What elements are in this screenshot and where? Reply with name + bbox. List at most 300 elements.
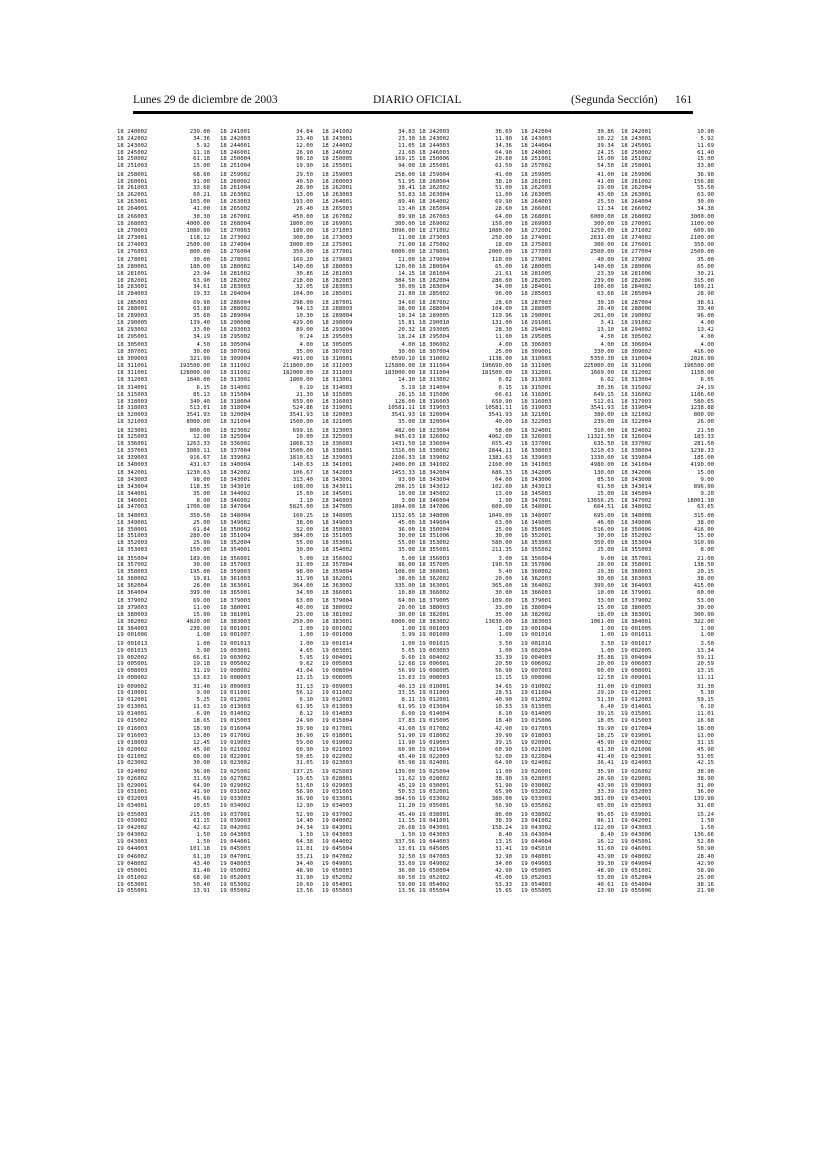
row-value: 3.50 [700,640,714,647]
row-value: 34.34 [296,825,313,832]
row-value: 40.13 [398,683,415,690]
table-row [419,441,516,448]
table-row [521,562,618,569]
table-row [117,491,214,498]
row-code: 18 380004 [521,605,552,612]
row-value: 34.36 [495,142,512,149]
table-row [521,412,618,419]
row-code: 19 014002 [220,710,251,717]
row-code: 18 343001 [322,477,353,484]
row-value: 125800.00 [384,362,415,369]
row-code: 18 270003 [220,228,251,234]
row-value: 4.00 [700,342,714,349]
row-value: 10.53 [495,704,512,711]
row-value: 20.00 [597,562,614,569]
table-row [419,179,516,186]
row-value: 15.00 [697,533,714,540]
row-value: 4.00 [299,342,313,349]
row-code: 19 019001 [621,733,652,740]
row-value: 1.90 [498,497,512,504]
row-code: 18 326004 [621,434,652,441]
table-row [117,533,214,540]
row-code: 19 055005 [521,888,552,895]
row-value: 39.40 [697,306,714,313]
row-code: 18 309001 [521,349,552,356]
row-code: 18 314004 [419,384,450,391]
table-row [521,257,618,264]
row-code: 19 001006 [117,632,148,639]
table-row [621,136,718,143]
table-row [117,547,214,554]
row-code: 18 341004 [621,461,652,468]
row-code: 19 013004 [419,704,450,711]
table-row [322,185,419,192]
row-code: 18 289005 [419,313,450,320]
row-code: 19 010001 [419,683,450,690]
row-value: 6.02 [498,376,512,383]
row-code: 18 269002 [419,221,450,228]
table-row [419,405,516,412]
table-row [621,776,718,783]
row-value: 45.90 [697,746,714,753]
row-code: 18 336003 [322,441,353,448]
table-row [621,163,718,170]
table-row [220,441,317,448]
row-code: 18 281004 [419,270,450,277]
table-row [621,626,718,633]
row-value: 23.39 [597,270,614,277]
row-value: 53.33 [495,881,512,888]
row-code: 19 038001 [419,811,450,818]
table-row [322,619,419,626]
row-code: 18 262001 [117,192,148,199]
row-code: 18 309002 [621,349,652,356]
table-row [419,477,516,484]
row-value: 916.67 [189,454,210,461]
table-row [322,242,419,249]
table-row [419,796,516,803]
row-code: 18 269003 [521,221,552,228]
table-row [322,363,419,370]
row-code: 19 001002 [322,625,353,632]
row-code: 18 326002 [419,434,450,441]
row-code: 18 305002 [621,333,652,340]
row-value: 9.00 [700,477,714,484]
table-row [220,590,317,597]
row-code: 19 001016 [521,640,552,647]
row-value: 34.65 [495,683,512,690]
row-code: 18 268004 [220,221,251,228]
table-row [322,428,419,435]
row-code: 19 002005 [621,647,652,654]
table-row [117,264,214,271]
row-code: 18 339003 [521,454,552,461]
table-row [117,300,214,307]
row-code: 18 338003 [521,448,552,455]
row-code: 18 349004 [419,519,450,526]
row-code: 19 052003 [220,874,251,881]
table-row [521,163,618,170]
row-value: 15.24 [697,811,714,818]
row-code: 19 008005 [322,675,353,682]
table-row [521,668,618,675]
row-code: 18 286004 [220,299,251,306]
table-row [220,334,317,341]
header-section: (Segunda Sección) [571,94,658,106]
table-row [521,583,618,590]
row-code: 19 032002 [521,789,552,796]
row-code: 18 356003 [419,555,450,562]
table-row [117,540,214,547]
table-row [621,363,718,370]
row-code: 18 243003 [521,135,552,142]
table-row [220,776,317,783]
table-row [322,419,419,426]
row-code: 18 355002 [521,547,552,554]
row-value: 1.50 [700,825,714,832]
row-code: 18 273001 [117,234,148,241]
row-code: 18 363001 [220,582,251,589]
table-row [322,527,419,534]
row-value: 431.67 [189,461,210,468]
row-value: 8.00 [196,497,210,504]
row-value: 43.40 [193,861,210,867]
row-code: 18 263002 [220,192,251,199]
row-value: 33.00 [597,598,614,605]
table-row [322,675,419,682]
row-code: 18 354002 [322,547,353,554]
table-row [220,533,317,540]
row-code: 19 048002 [117,861,148,867]
table-row [117,313,214,320]
row-value: 4.50 [600,333,614,340]
row-code: 18 364004 [117,589,148,596]
row-code: 19 009002 [117,683,148,690]
row-code: 19 019003 [419,739,450,746]
row-code: 18 315006 [419,391,450,398]
table-row [322,632,419,639]
row-value: 30.00 [193,256,210,263]
row-value: 580.00 [491,540,512,547]
row-code: 18 345002 [419,490,450,497]
table-row [220,704,317,711]
table-row [322,320,419,327]
table-row [521,520,618,527]
row-value: 86.11 [597,818,614,825]
row-code: 19 009003 [322,683,353,690]
row-code: 18 357005 [419,562,450,569]
row-code: 19 025002 [220,768,251,775]
row-code: 19 035003 [117,811,148,818]
row-code: 19 034001 [117,803,148,810]
row-value: 1.00 [299,632,313,639]
row-value: 28.40 [697,854,714,861]
table-row [220,504,317,511]
row-value: 33.68 [193,185,210,192]
row-value: 11.00 [193,605,210,612]
row-code: 18 242004 [521,129,552,135]
table-row [220,789,317,796]
table-row [322,284,419,291]
table-row [521,392,618,399]
row-value: 14.30 [398,376,415,383]
table-row [621,143,718,150]
row-code: 19 012002 [220,697,251,704]
row-code: 18 363002 [322,582,353,589]
table-row [521,356,618,363]
row-code: 18 336004 [419,441,450,448]
row-code: 19 030001 [419,782,450,789]
table-row [322,726,419,733]
row-code: 18 264001 [322,199,353,206]
row-code: 18 306003 [521,342,552,349]
row-value: 20.32 [398,327,415,333]
row-code: 18 312002 [621,369,652,376]
page-header [133,94,693,110]
row-code: 19 033003 [521,796,552,803]
row-value: 13.00 [296,192,313,199]
row-value: 42.15 [697,760,714,767]
table-row [521,264,618,271]
row-code: 18 295002 [220,333,251,340]
row-code: 18 281005 [521,270,552,277]
row-value: 189.00 [189,555,210,562]
table-row [521,533,618,540]
row-value: 399.00 [593,582,614,589]
table-row [117,812,214,819]
row-code: 19 044004 [521,838,552,845]
row-value: 10.90 [697,129,714,135]
row-code: 18 280001 [117,263,148,270]
table-column [521,129,618,1074]
row-value: 13.90 [597,888,614,895]
table-row [117,590,214,597]
row-value: 415.00 [693,582,714,589]
table-row [117,733,214,740]
table-row [117,598,214,605]
row-code: 19 043003 [419,832,450,839]
row-code: 18 285003 [521,291,552,298]
table-row [322,271,419,278]
row-code: 18 279004 [419,256,450,263]
table-row [117,718,214,725]
row-code: 18 306002 [419,342,450,349]
row-value: 15.81 [398,320,415,327]
row-value: 12.50 [597,675,614,682]
row-value: 1500.00 [289,448,313,455]
row-code: 19 045001 [621,838,652,845]
row-code: 18 351005 [322,533,353,540]
row-value: 35.00 [296,349,313,356]
table-row [419,150,516,157]
row-code: 18 244002 [322,142,353,149]
row-code: 18 259002 [220,171,251,178]
table-row [419,356,516,363]
row-value: 50.53 [398,789,415,796]
row-value: 158.24 [491,825,512,832]
table-row [419,675,516,682]
row-code: 18 259005 [521,171,552,178]
row-code: 19 051001 [621,867,652,874]
table-row [117,504,214,511]
table-row [419,605,516,612]
row-value: 38.10 [495,178,512,185]
row-code: 18 263005 [521,192,552,199]
table-row [117,214,214,221]
table-row [220,428,317,435]
row-code: 18 283004 [419,284,450,291]
row-code: 19 028002 [419,775,450,782]
table-row [621,513,718,520]
row-value: 1810.63 [289,454,313,461]
row-value: 350.00 [593,540,614,547]
table-row [117,641,214,648]
row-value: 21.90 [697,888,714,895]
row-value: 64.00 [495,477,512,484]
table-row [220,491,317,498]
row-code: 18 383003 [521,618,552,625]
row-value: 1.00 [401,640,415,647]
row-value: 40.00 [597,256,614,263]
row-code: 18 380005 [621,605,652,612]
row-value: 313.40 [292,477,313,484]
row-value: 40.50 [296,178,313,185]
row-value: 8000.00 [186,419,210,426]
table-row [322,377,419,384]
row-code: 19 039003 [220,818,251,825]
row-value: 160.25 [292,512,313,519]
row-code: 18 260003 [322,178,353,185]
row-value: 6000.00 [391,248,415,255]
row-code: 18 293002 [117,327,148,333]
row-code: 18 243002 [117,142,148,149]
row-code: 18 350004 [419,526,450,533]
row-code: 19 001010 [521,632,552,639]
table-row [117,143,214,150]
row-code: 19 004003 [521,654,552,661]
table-row [117,419,214,426]
row-code: 18 285003 [117,299,148,306]
row-code: 19 011003 [419,690,450,697]
table-row [621,455,718,462]
row-value: 10581.11 [388,405,415,412]
row-code: 19 033001 [322,796,353,803]
table-row [322,484,419,491]
table-row [621,726,718,733]
row-code: 18 287004 [621,299,652,306]
table-row [521,783,618,790]
row-value: 513.01 [189,405,210,412]
row-code: 19 017002 [419,726,450,733]
table-row [117,846,214,853]
row-code: 18 349005 [521,519,552,526]
row-code: 18 282005 [521,277,552,284]
row-code: 18 290010 [419,320,450,327]
table-row [117,192,214,199]
row-code: 19 025004 [419,768,450,775]
table-row [117,711,214,718]
table-row [521,221,618,228]
row-value: 30.00 [597,533,614,540]
row-code: 18 264003 [521,199,552,206]
table-row [419,818,516,825]
row-value: 34.60 [398,299,415,306]
row-code: 19 012003 [621,697,652,704]
row-value: 4820.00 [186,618,210,625]
row-value: 261.00 [593,313,614,320]
table-row [322,356,419,363]
table-row [220,412,317,419]
row-value: 31.60 [597,845,614,852]
table-row [117,832,214,839]
row-code: 18 284001 [521,284,552,291]
table-row [521,632,618,639]
row-code: 18 289003 [117,313,148,320]
table-row [521,704,618,711]
row-value: 3541.93 [488,412,512,419]
row-value: 30.21 [697,270,714,277]
row-value: 95.65 [597,811,614,818]
row-code: 18 325003 [322,434,353,441]
row-value: 182000.00 [282,369,313,376]
row-code: 19 043001 [419,825,450,832]
row-code: 18 357001 [621,555,652,562]
row-value: 65.98 [398,760,415,767]
row-value: 93.00 [398,477,415,484]
table-row [220,264,317,271]
table-row [322,192,419,199]
row-value: 45.60 [193,796,210,803]
row-value: 150.00 [189,547,210,554]
header-rule [133,111,693,114]
table-row [521,228,618,235]
row-value: 3.90 [196,647,210,654]
row-value: 11.00 [495,768,512,775]
row-value: 183000.00 [384,369,415,376]
table-row [419,626,516,633]
row-code: 19 002004 [521,647,552,654]
row-value: 512.01 [593,398,614,405]
table-row [621,235,718,242]
table-row [117,513,214,520]
table-row [621,711,718,718]
table-row [621,199,718,206]
row-value: 96.00 [495,291,512,298]
row-code: 18 363003 [621,576,652,583]
row-value: 45.40 [398,753,415,760]
row-code: 18 319004 [621,405,652,412]
row-value: 321.00 [189,355,210,362]
row-value: 94.00 [398,163,415,170]
table-row [521,441,618,448]
table-row [521,590,618,597]
table-row [220,313,317,320]
row-value: 482.00 [394,427,415,434]
table-row [220,228,317,235]
row-code: 18 311004 [419,369,450,376]
row-value: 52.90 [296,811,313,818]
table-row [117,370,214,377]
row-code: 18 305004 [220,342,251,349]
row-code: 19 020001 [521,739,552,746]
row-value: 91.00 [193,178,210,185]
row-code: 18 283001 [117,284,148,291]
row-value: 4000.00 [186,221,210,228]
row-value: 69.90 [193,299,210,306]
row-code: 18 263003 [220,199,251,206]
table-row [419,419,516,426]
row-code: 18 315002 [621,384,652,391]
